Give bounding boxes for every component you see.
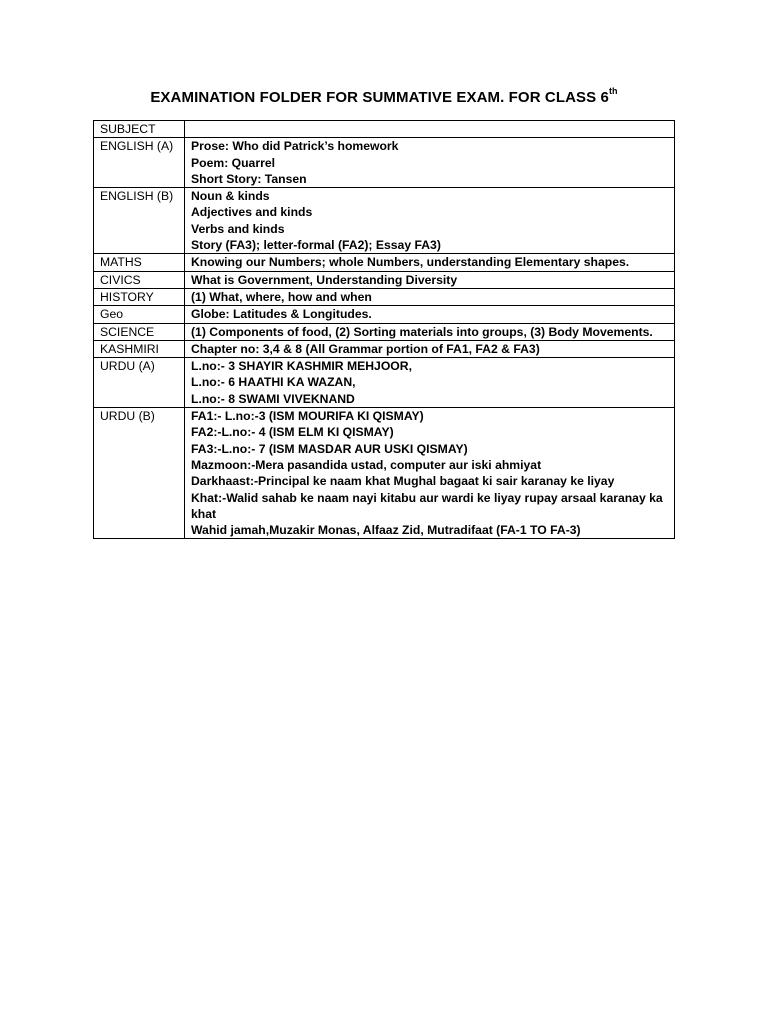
- topics-cell: [185, 271, 675, 288]
- topic-line: Chapter no: 3,4 & 8 (All Grammar portion of FA1, FA2 & FA3): [191, 341, 540, 356]
- topic-line: Mazmoon:-Mera pasandida ustad, computer aur iski ahmiyat: [191, 457, 542, 472]
- topic-line: Short Story: Tansen: [191, 171, 307, 186]
- topics-cell: [185, 254, 675, 271]
- table-row: [94, 188, 675, 254]
- subject-cell: URDU (A): [94, 358, 185, 408]
- subject-cell: KASHMIRI: [94, 340, 185, 357]
- table-row: [94, 340, 675, 357]
- table-row: [94, 358, 675, 408]
- subject-cell: URDU (B): [94, 408, 185, 539]
- topic-line: Knowing our Numbers; whole Numbers, understanding Elementary shapes.: [191, 255, 630, 270]
- table-row: [94, 288, 675, 305]
- topics-cell: [185, 323, 675, 340]
- subject-cell: ENGLISH (B): [94, 188, 185, 254]
- subject-cell: HISTORY: [94, 288, 185, 305]
- header-subject-cell: SUBJECT: [94, 121, 185, 138]
- subject-cell: CIVICS: [94, 271, 185, 288]
- topics-cell: [185, 188, 675, 254]
- table-row: [94, 323, 675, 340]
- topics-cell: [185, 358, 675, 408]
- topic-line: Wahid jamah,Muzakir Monas, Alfaaz Zid, Mutradifaat (FA-1 TO FA-3): [191, 523, 581, 538]
- subject-cell: MATHS: [94, 254, 185, 271]
- table-row: [94, 306, 675, 323]
- subject-cell: Geo: [94, 306, 185, 323]
- topic-line: FA1:- L.no:-3 (ISM MOURIFA KI QISMAY): [191, 409, 424, 424]
- topic-line: Prose: Who did Patrick’s homework: [191, 139, 399, 154]
- table-row: [94, 408, 675, 539]
- subject-cell: SCIENCE: [94, 323, 185, 340]
- topics-cell: [185, 306, 675, 323]
- document-title-text: EXAMINATION FOLDER FOR SUMMATIVE EXAM. FOR CLASS 6: [150, 89, 609, 106]
- topic-line: Globe: Latitudes & Longitudes.: [191, 307, 372, 322]
- topic-line: What is Government, Understanding Diversity: [191, 272, 458, 287]
- document-title-superscript: th: [608, 86, 618, 96]
- topic-line: Khat:-Walid sahab ke naam nayi kitabu aur wardi ke liyay rupay arsaal karanay ka khat: [191, 490, 663, 521]
- subject-cell: ENGLISH (A): [94, 138, 185, 188]
- topics-cell: [185, 340, 675, 357]
- topic-line: Darkhaast:-Principal ke naam khat Mughal bagaat ki sair karanay ke liyay: [191, 474, 615, 489]
- topic-line: Verbs and kinds: [191, 221, 285, 236]
- table-row: [94, 271, 675, 288]
- topic-line: L.no:- 3 SHAYIR KASHMIR MEHJOOR,: [191, 359, 412, 374]
- topic-line: Noun & kinds: [191, 189, 270, 204]
- topic-line: FA2:-L.no:- 4 (ISM ELM KI QISMAY): [191, 425, 394, 440]
- topics-cell: [185, 138, 675, 188]
- topic-line: Story (FA3); letter-formal (FA2); Essay FA3): [191, 238, 441, 253]
- topic-line: FA3:-L.no:- 7 (ISM MASDAR AUR USKI QISMAY): [191, 441, 468, 456]
- topic-line: Adjectives and kinds: [191, 205, 313, 220]
- syllabus-table-body: [94, 121, 675, 539]
- topic-line: (1) What, where, how and when: [191, 289, 372, 304]
- syllabus-table: [93, 120, 675, 539]
- table-row: [94, 138, 675, 188]
- topic-line: Poem: Quarrel: [191, 155, 275, 170]
- topic-line: L.no:- 8 SWAMI VIVEKNAND: [191, 391, 355, 406]
- topic-line: (1) Components of food, (2) Sorting materials into groups, (3) Body Movements.: [191, 324, 653, 339]
- table-row: [94, 254, 675, 271]
- table-header-row: [94, 121, 675, 138]
- topic-line: L.no:- 6 HAATHI KA WAZAN,: [191, 375, 356, 390]
- header-topics-cell: [185, 121, 675, 138]
- document-title: [0, 88, 768, 106]
- topics-cell: [185, 288, 675, 305]
- topics-cell: [185, 408, 675, 539]
